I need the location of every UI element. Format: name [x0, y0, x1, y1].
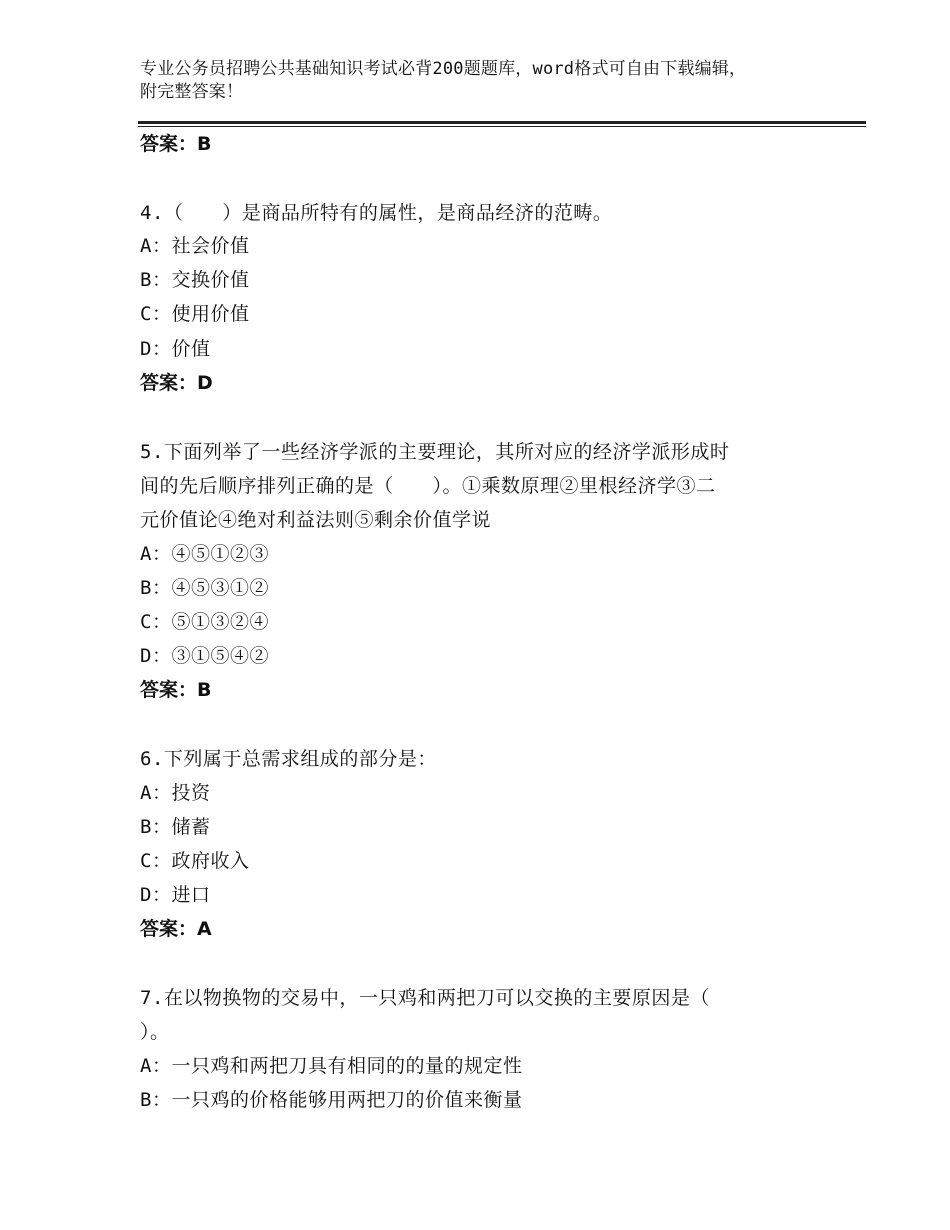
answer-value: B: [197, 679, 212, 701]
header-line-1: 专业公务员招聘公共基础知识考试必背200题题库，word格式可自由下载编辑，: [140, 59, 747, 79]
question-option: A：一只鸡和两把刀具有相同的的量的规定性: [140, 1055, 523, 1077]
question-stem: ）。: [140, 1021, 170, 1043]
question-stem: 7.在以物换物的交易中，一只鸡和两把刀可以交换的主要原因是（: [140, 987, 710, 1009]
question-option: B：储蓄: [140, 816, 211, 838]
answer-line: [140, 916, 212, 942]
question-option: A：社会价值: [140, 235, 250, 257]
answer-label: 答案：: [140, 372, 198, 394]
answer-label: 答案：: [140, 679, 198, 701]
question-option: C：政府收入: [140, 850, 250, 872]
answer-label: 答案：: [140, 133, 198, 155]
question-option: D：进口: [140, 884, 211, 906]
question-stem: 6.下列属于总需求组成的部分是：: [140, 748, 437, 770]
question-option: B：交换价值: [140, 269, 250, 291]
answer-label: 答案：: [140, 918, 198, 940]
question-option: C：使用价值: [140, 303, 250, 325]
question-option: A：投资: [140, 782, 211, 804]
header-divider-thick: [138, 121, 866, 124]
header-divider-thin: [138, 126, 866, 127]
question-stem: 间的先后顺序排列正确的是（ ）。①乘数原理②里根经济学③二: [140, 475, 716, 497]
answer-value: B: [197, 133, 212, 155]
question-option: B：④⑤③①②: [140, 577, 269, 599]
question-option: B：一只鸡的价格能够用两把刀的价值来衡量: [140, 1089, 523, 1111]
question-stem: 4.（ ）是商品所特有的属性，是商品经济的范畴。: [140, 202, 613, 224]
question-option: D：③①⑤④②: [140, 645, 269, 667]
header-line-2: 附完整答案！: [140, 82, 244, 102]
question-stem: 元价值论④绝对利益法则⑤剩余价值学说: [140, 509, 492, 531]
answer-line: [140, 131, 212, 157]
question-option: A：④⑤①②③: [140, 543, 269, 565]
question-option: C：⑤①③②④: [140, 611, 269, 633]
question-stem: 5.下面列举了一些经济学派的主要理论，其所对应的经济学派形成时: [140, 441, 730, 463]
document-header: [140, 58, 840, 104]
answer-line: [140, 370, 213, 396]
answer-line: [140, 677, 212, 703]
answer-value: D: [197, 372, 213, 394]
question-option: D：价值: [140, 338, 211, 360]
answer-value: A: [197, 918, 212, 940]
